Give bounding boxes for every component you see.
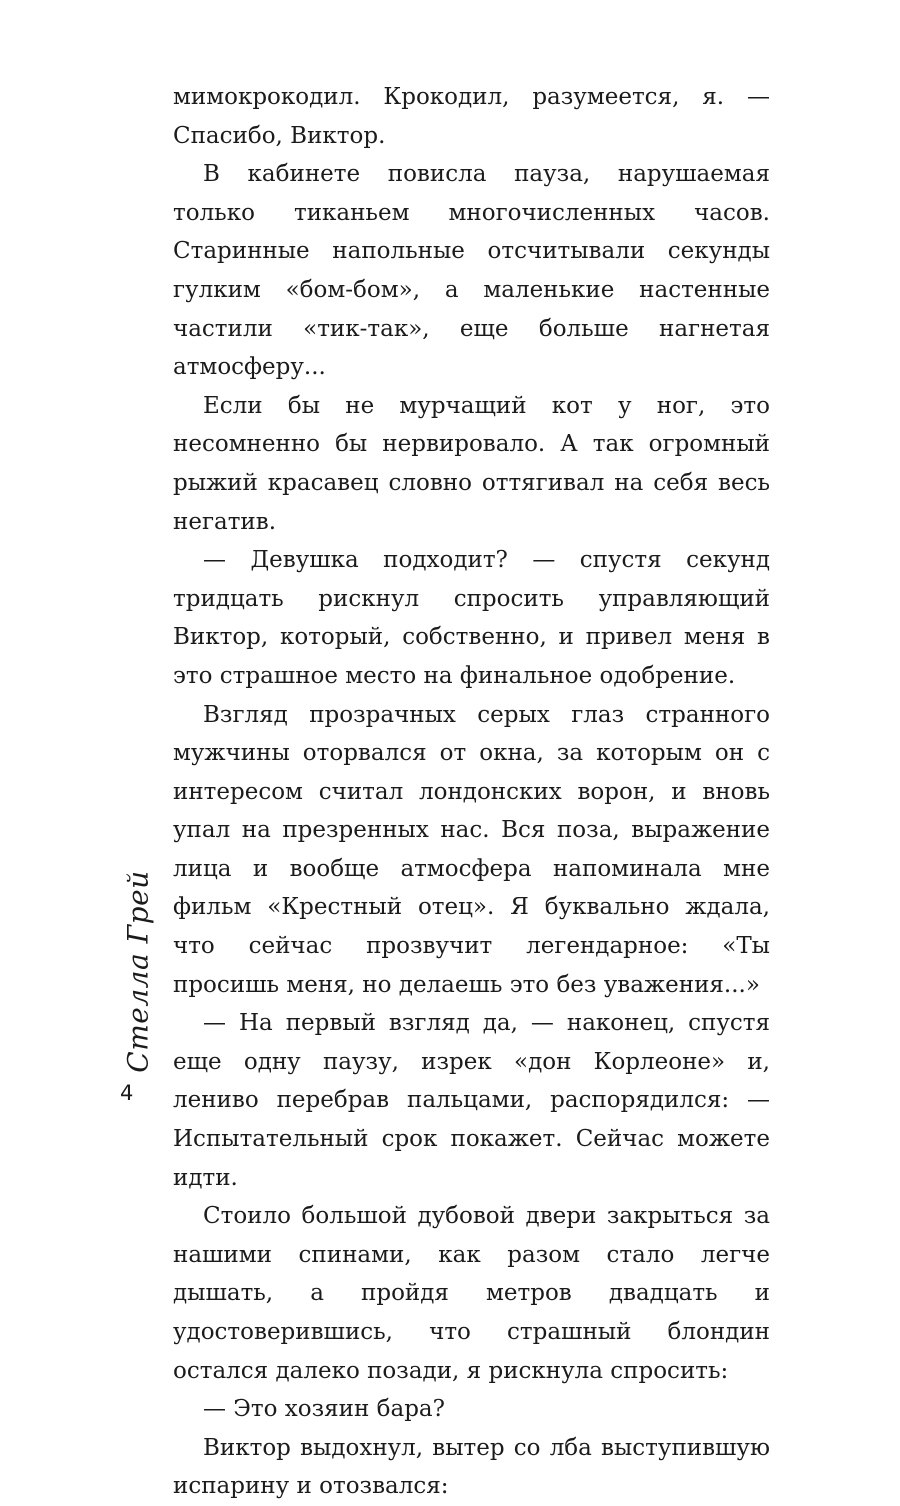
paragraph: Взгляд прозрачных серых глаз странного мужчины оторвался от окна, за которым он с интересом считал лондонских ворон, и вновь упал на презренных нас. Вся поза, выражение лица и вообще атмосфера напоминала мне фильм «Крестный отец». Я буквально ждала, что сейчас прозвучит легендарное: «Ты просишь меня, но делаешь это без уважения...» — [173, 701, 770, 998]
paragraph: — На первый взгляд да, — наконец, спустя еще одну паузу, изрек «дон Корлеоне» и, лениво перебрав пальцами, распорядился: — Испытательный срок покажет. Сейчас можете идти. — [173, 1010, 770, 1191]
paragraph: Виктор выдохнул, вытер со лба выступившую испарину и отозвался: — [173, 1434, 770, 1500]
paragraph: Если бы не мурчащий кот у ног, это несомненно бы нервировало. А так огромный рыжий красавец словно оттягивал на себя весь негатив. — [173, 392, 770, 535]
paragraph: — Это хозяин бара? — [203, 1396, 445, 1423]
running-head-author — [116, 869, 160, 1073]
body-text — [173, 78, 770, 1506]
paragraph: — Девушка подходит? — спустя секунд тридцать рискнул спросить управляющий Виктор, который, собственно, и привел меня в это страшное место на финальное одобрение. — [173, 547, 770, 689]
paragraph: В кабинете повисла пауза, нарушаемая только тиканьем многочисленных часов. Старинные напольные отсчитывали секунды гулким «бом-бом», а маленькие настенные частили «тик-так», еще больше нагнетая атмосферу... — [173, 161, 770, 381]
paragraph: мимокрокодил. Крокодил, разумеется, я. — Спасибо, Виктор. — [173, 84, 770, 149]
page-number: 4 — [120, 1081, 134, 1105]
author-name: Стелла Грей — [121, 869, 155, 1073]
paragraph: Стоило большой дубовой двери закрыться за нашими спинами, как разом стало легче дышать, а пройдя метров двадцать и удостоверившись, что страшный блондин остался далеко позади, я рискнула спросить: — [173, 1203, 770, 1384]
